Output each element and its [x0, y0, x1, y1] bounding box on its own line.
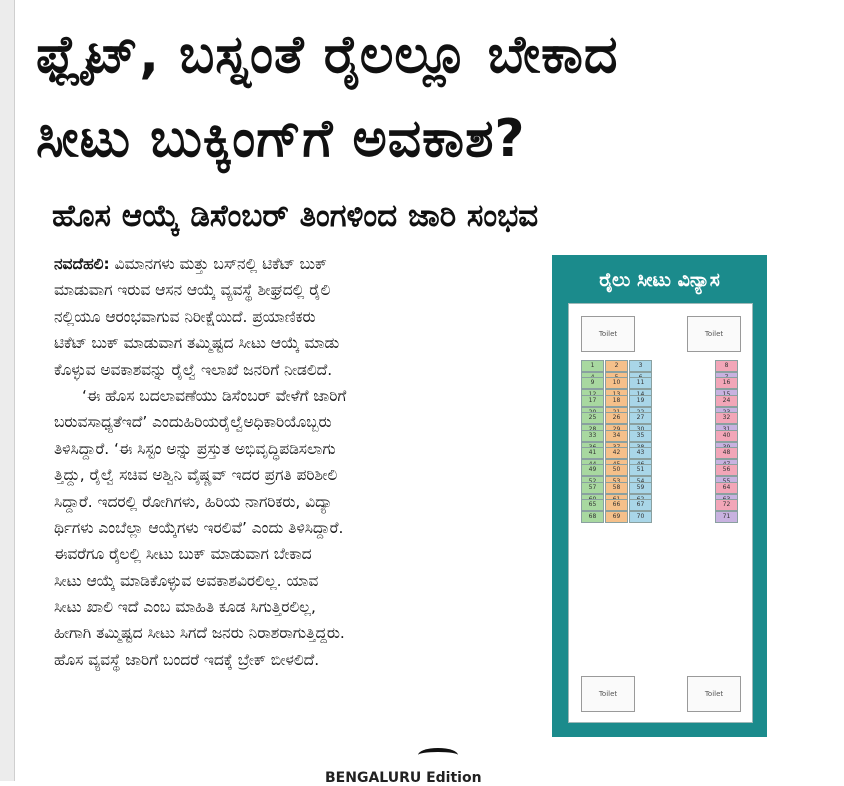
seat-41: 41	[581, 447, 604, 459]
article-body	[54, 251, 524, 673]
toilet-top-right: Toilet	[687, 316, 741, 352]
article-line: ಟಿಕೆಟ್ ಬುಕ್ ಮಾಡುವಾಗ ತಮ್ಮಿಷ್ಟದ ಸೀಟು ಆಯ್ಕೆ ಮಾಡು	[54, 334, 340, 353]
article-line: ಹೀಗಾಗಿ ತಮ್ಮಿಷ್ಟದ ಸೀಟು ಸಿಗದೆ ಜನರು ನಿರಾಶರಾಗುತ್ತಿದ್ದರು.	[54, 624, 345, 643]
seat-17: 17	[581, 395, 604, 407]
seat-9: 9	[581, 377, 604, 389]
seat-map-infographic	[552, 255, 767, 737]
edition-label: BENGALURU Edition	[325, 770, 482, 786]
seat-8: 8	[715, 360, 738, 372]
toilet-bottom-right: Toilet	[687, 676, 741, 712]
toilet-bottom-left: Toilet	[581, 676, 635, 712]
seat-11: 11	[629, 377, 652, 389]
seat-32: 32	[715, 412, 738, 424]
seat-26: 26	[605, 412, 628, 424]
ink-mark	[418, 748, 458, 762]
article-line: ಹೊಸ ವ್ಯವಸ್ಥೆ ಜಾರಿಗೆ ಬಂದರೆ ಇದಕ್ಕೆ ಬ್ರೇಕ್ ಬೀಳಲಿದೆ.	[54, 650, 320, 669]
seat-16: 16	[715, 377, 738, 389]
coach-layout	[568, 303, 753, 723]
seat-map-title: ರೈಲು ಸೀಟು ವಿನ್ಯಾಸ	[599, 269, 720, 291]
article-line: ರ್ಥಿಗಳು ಎಂಬೆಲ್ಲಾ ಆಯ್ಕೆಗಳು ಇರಲಿವೆ’ ಎಂದು ತಿಳಿಸಿದ್ದಾರೆ.	[54, 518, 344, 537]
article-line: ಮಾಡುವಾಗ ಇರುವ ಆಸನ ಆಯ್ಕೆ ವ್ಯವಸ್ಥೆ ಶೀಘ್ರದಲ್ಲಿ ರೈಲಿ	[54, 281, 331, 300]
seat-18: 18	[605, 395, 628, 407]
seat-33: 33	[581, 430, 604, 442]
seat-3: 3	[629, 360, 652, 372]
seat-42: 42	[605, 447, 628, 459]
seat-24: 24	[715, 395, 738, 407]
seat-71: 71	[715, 511, 738, 523]
seat-25: 25	[581, 412, 604, 424]
article-line: ನಲ್ಲಿಯೂ ಆರಂಭವಾಗುವ ನಿರೀಕ್ಷೆಯಿದೆ. ಪ್ರಯಾಣಿಕರು	[54, 307, 316, 326]
seat-40: 40	[715, 430, 738, 442]
seat-70: 70	[629, 511, 652, 523]
seat-68: 68	[581, 511, 604, 523]
seat-1: 1	[581, 360, 604, 372]
article-line: ಕೊಳ್ಳುವ ಅವಕಾಶವನ್ನು ರೈಲ್ವೆ ಇಲಾಖೆ ಜನರಿಗೆ ನೀಡಲಿದೆ.	[54, 360, 333, 379]
page-gutter	[0, 0, 15, 781]
seat-48: 48	[715, 447, 738, 459]
seat-66: 66	[605, 499, 628, 511]
seat-34: 34	[605, 430, 628, 442]
seat-19: 19	[629, 395, 652, 407]
seat-58: 58	[605, 482, 628, 494]
headline-line-2: ಸೀಟು ಬುಕ್ಕಿಂಗ್‌ಗೆ ಅವಕಾಶ?	[36, 109, 526, 169]
seat-67: 67	[629, 499, 652, 511]
seat-72: 72	[715, 499, 738, 511]
seat-27: 27	[629, 412, 652, 424]
toilet-top-left: Toilet	[581, 316, 635, 352]
article-line: ಸೀಟು ಖಾಲಿ ಇದೆ ಎಂಬ ಮಾಹಿತಿ ಕೂಡ ಸಿಗುತ್ತಿರಲಿಲ್ಲ,	[54, 598, 316, 617]
seat-2: 2	[605, 360, 628, 372]
article-line: ‘ಈ ಹೊಸ ಬದಲಾವಣೆಯು ಡಿಸೆಂಬರ್ ವೇಳೆಗೆ ಜಾರಿಗೆ	[82, 386, 347, 405]
article-line: ಈವರೆಗೂ ರೈಲಲ್ಲಿ ಸೀಟು ಬುಕ್ ಮಾಡುವಾಗ ಬೇಕಾದ	[54, 545, 312, 564]
seat-49: 49	[581, 464, 604, 476]
seat-43: 43	[629, 447, 652, 459]
article-line: ಸೀಟು ಆಯ್ಕೆ ಮಾಡಿಕೊಳ್ಳುವ ಅವಕಾಶವಿರಲಿಲ್ಲ. ಯಾವ	[54, 571, 319, 590]
seat-57: 57	[581, 482, 604, 494]
article-line-1: ನವದೆಹಲಿ: ವಿಮಾನಗಳು ಮತ್ತು ಬಸ್‌ನಲ್ಲಿ ಟಿಕೆಟ್ ಬುಕ್	[54, 255, 327, 273]
seat-65: 65	[581, 499, 604, 511]
headline-line-1: ಫ್ಲೈಟ್, ಬಸ್ನಂತೆ ರೈಲಲ್ಲೂ ಬೇಕಾದ	[36, 25, 619, 85]
seat-59: 59	[629, 482, 652, 494]
seat-51: 51	[629, 464, 652, 476]
seat-50: 50	[605, 464, 628, 476]
seat-69: 69	[605, 511, 628, 523]
seat-56: 56	[715, 464, 738, 476]
dateline: ನವದೆಹಲಿ:	[54, 255, 110, 273]
subheadline: ಹೊಸ ಆಯ್ಕೆ ಡಿಸೆಂಬರ್ ತಿಂಗಳಿಂದ ಜಾರಿ ಸಂಭವ	[52, 198, 539, 234]
article-line: ತ್ತಿದ್ದು, ರೈಲ್ವೆ ಸಚಿವ ಅಶ್ವಿನಿ ವೈಷ್ಣವ್ ಇದರ ಪ್ರಗತಿ ಪರಿಶೀಲಿ	[54, 466, 338, 485]
article-line: ತಿಳಿಸಿದ್ದಾರೆ. ‘ಈ ಸಿಸ್ಟಂ ಅನ್ನು ಪ್ರಸ್ತುತ ಅಭಿವೃದ್ಧಿಪಡಿಸಲಾಗು	[54, 439, 336, 458]
seat-35: 35	[629, 430, 652, 442]
article-line: ಬರುವಸಾಧ್ಯತೆಇದೆ’ ಎಂದುಹಿರಿಯರೈಲ್ವೆಅಧಿಕಾರಿಯೊಬ್ಬರು	[54, 413, 332, 432]
article-line: ಸಿದ್ದಾರೆ. ಇದರಲ್ಲಿ ರೋಗಿಗಳು, ಹಿರಿಯ ನಾಗರಿಕರು, ವಿದ್ಯಾ	[54, 492, 333, 511]
seat-64: 64	[715, 482, 738, 494]
seat-10: 10	[605, 377, 628, 389]
